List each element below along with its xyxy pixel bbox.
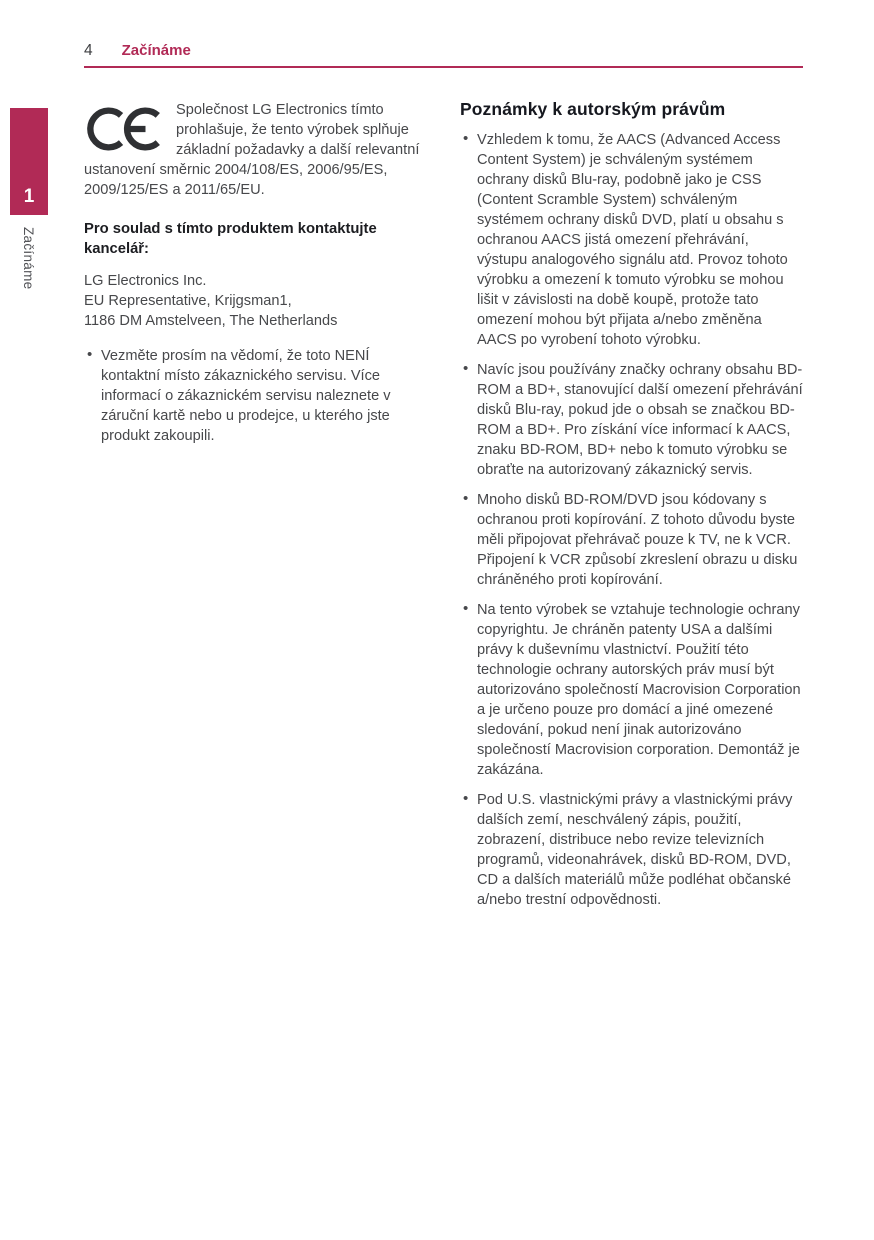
copyright-notes-heading: Poznámky k autorským právům (460, 99, 726, 119)
contact-heading: Pro soulad s tímto produktem kontaktujte kancelář: (84, 221, 377, 257)
page-section-title: Začínáme (121, 42, 191, 59)
chapter-vertical-label: Začínáme (21, 227, 36, 290)
page-header (84, 42, 802, 60)
address-line: 1186 DM Amstelveen, The Netherlands (84, 313, 338, 329)
list-item (460, 130, 803, 350)
address-line: EU Representative, Krijgsman1, (84, 293, 292, 309)
list-item (84, 346, 421, 446)
copyright-notes-list (460, 130, 803, 910)
service-note-text: Vezměte prosím na vědomí, že toto NENÍ kontaktní místo zákaznického servisu. Více informací o zákaznickém servisu naleznete v záruční kartě nebo u prodejce, u kterého jste produkt zakoupili. (101, 348, 391, 444)
copyright-note-text: Mnoho disků BD-ROM/DVD jsou kódovany s ochranou proti kopírování. Z tohoto důvodu byste měli připojovat přehrávač pouze k TV, ne k VCR. Připojení k VCR způsobí zkreslení obrazu u disku chráněného proti kopírování. (477, 492, 798, 588)
list-item (460, 790, 803, 910)
list-item (460, 490, 803, 590)
address-line: LG Electronics Inc. (84, 273, 207, 289)
copyright-note-text: Navíc jsou používány značky ochrany obsahu BD-ROM a BD+, stanovující další omezení přehrávání disků Blu-ray, pokud jde o obsah se značkou BD-ROM a BD+. Pro získání více informací k AACS, znaku BD-ROM, BD+ nebo k tomuto výrobku se obraťte na autorizovaný zákaznický servis. (477, 362, 803, 478)
ce-mark-icon (84, 102, 166, 156)
copyright-note-text: Na tento výrobek se vztahuje technologie ochrany copyrightu. Je chráněn patenty USA a dalšími právy k duševnímu vlastnictví. Použití této technologie ochrany autorských práv musí být autorizováno společností Macrovision Corporation a je určeno pouze pro domácí a jiné omezené sledování, pokud není jinak autorizováno společností Macrovision corporation. Demontáž je zakázána. (477, 602, 801, 778)
header-rule (84, 66, 803, 68)
page-number: 4 (84, 42, 93, 59)
service-note-list (84, 346, 421, 446)
contact-address (84, 271, 421, 331)
copyright-note-text: Pod U.S. vlastnickými právy a vlastnickými právy dalších zemí, neschválený zápis, použití, zobrazení, distribuce nebo revize televizních programů, videonahrávek, disků BD-ROM, DVD, CD a dalších materiálů může podléhat občanské a/nebo trestní odpovědnosti. (477, 792, 793, 908)
copyright-note-text: Vzhledem k tomu, že AACS (Advanced Access Content System) je schváleným systémem ochrany disků Blu-ray, podobně jako je CSS (Content Scramble System) schváleným systémem ochrany disků DVD, platí u obsahu s ochranou AACS jistá omezení přehrávání, výstupu analogového signálu atd. Provoz tohoto výrobku a omezení k tomuto výrobku se mohou lišit v závislosti na době koupě, protože tato omezení mohou být přijata a/nebo změněna AACS po vyrobení tohoto výrobku. (477, 132, 788, 348)
chapter-tab (10, 108, 48, 215)
list-item (460, 600, 803, 780)
ce-declaration-text: Společnost LG Electronics tímto prohlašuje, že tento výrobek splňuje základní požadavky a další relevantní ustanovení směrnic 2004/108/ES, 2006/95/ES, 2009/125/ES a 2011/65/EU. (84, 102, 420, 198)
list-item (460, 360, 803, 480)
chapter-number: 1 (23, 186, 35, 207)
ce-declaration-block (84, 100, 421, 200)
left-column (84, 100, 421, 456)
right-column (460, 97, 803, 920)
